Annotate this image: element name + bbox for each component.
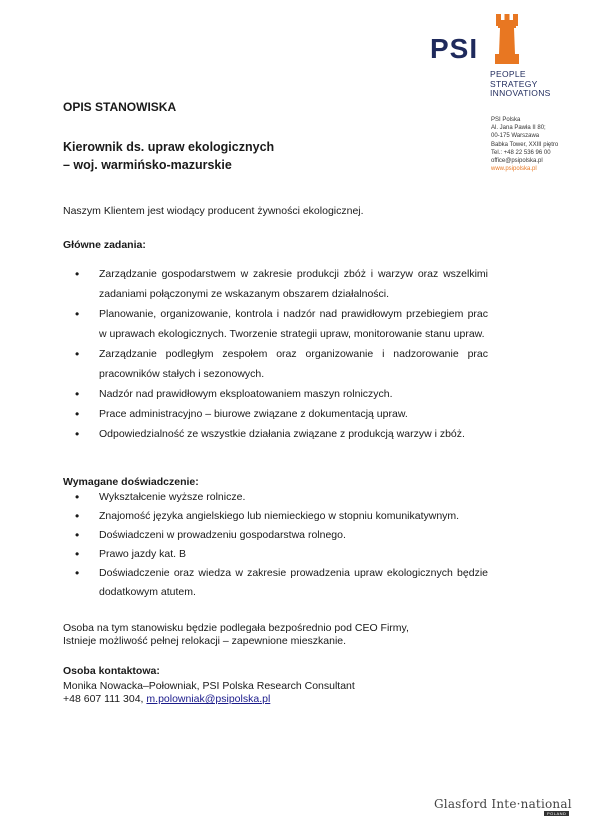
list-item: • Znajomość języka angielskiego lub niemieckiego w stopniu komunikatywnym. — [63, 507, 488, 526]
document-label: OPIS STANOWISKA — [63, 100, 177, 114]
logo-tagline: PEOPLE STRATEGY INNOVATIONS — [490, 69, 551, 98]
list-item: • Doświadczenie oraz wiedza w zakresie prowadzenia upraw ekologicznych będzie dodatkowym atutem. — [63, 564, 488, 602]
list-item: • Odpowiedzialność ze wszystkie działania związane z produkcją warzyw i zbóż. — [63, 424, 488, 444]
tasks-list — [63, 264, 488, 444]
requirements-list — [63, 488, 488, 602]
glasford-logo: Glasford Inte·national — [434, 797, 572, 811]
job-title: Kierownik ds. upraw ekologicznych – woj. warmińsko-mazurskie — [63, 140, 275, 172]
list-item: • Doświadczeni w prowadzeniu gospodarstwa rolnego. — [63, 526, 488, 545]
list-item: • Nadzór nad prawidłowym eksploatowaniem maszyn rolniczych. — [63, 384, 488, 404]
intro-text: Naszym Klientem jest wiodący producent żywności ekologicznej. — [63, 205, 364, 217]
website-link[interactable]: www.psipolska.pl — [491, 166, 537, 173]
relocation-text: Osoba na tym stanowisku będzie podlegała bezpośrednio pod CEO Firmy, Istnieje możliwość pełnej relokacji – zapewnione mieszkanie. — [63, 622, 409, 647]
contact-name: Monika Nowacka–Połowniak, PSI Polska Research Consultant — [63, 680, 355, 692]
list-item: • Zarządzanie gospodarstwem w zakresie produkcji zbóż i warzyw oraz wszelkimi zadaniami połączonymi ze wskazanym obszarem działalności. — [63, 264, 488, 304]
contact-details — [63, 680, 355, 706]
contact-email-link[interactable]: m.polowniak@psipolska.pl — [146, 693, 271, 705]
contact-phone: +48 607 111 304, — [63, 693, 147, 705]
tasks-heading: Główne zadania: — [63, 239, 146, 251]
list-item: • Prawo jazdy kat. B — [63, 545, 488, 564]
list-item: • Wykształcenie wyższe rolnicze. — [63, 488, 488, 507]
company-address: PSI Polska Al. Jana Pawła II 80; 00-175 Warszawa Babka Tower, XXIII piętro Tel.: +48 22 536 96 00 office@psipolska.pl www.psipolska.pl — [491, 117, 559, 173]
requirements-heading: Wymagane doświadczenie: — [63, 476, 199, 488]
contact-heading: Osoba kontaktowa: — [63, 665, 160, 677]
glasford-poland-tag: POLAND — [544, 811, 569, 816]
list-item: • Prace administracyjno – biurowe związane z dokumentacją upraw. — [63, 404, 488, 424]
list-item: • Planowanie, organizowanie, kontrola i nadzór nad prawidłowym przebiegiem prac w uprawach ekologicznych. Tworzenie strategii upraw, monitorowanie stanu upraw. — [63, 304, 488, 344]
list-item: • Zarządzanie podległym zespołem oraz organizowanie i nadzorowanie prac pracowników stałych i sezonowych. — [63, 344, 488, 384]
rook-tower-icon — [492, 14, 522, 64]
psi-logo-text: PSI — [430, 33, 479, 64]
